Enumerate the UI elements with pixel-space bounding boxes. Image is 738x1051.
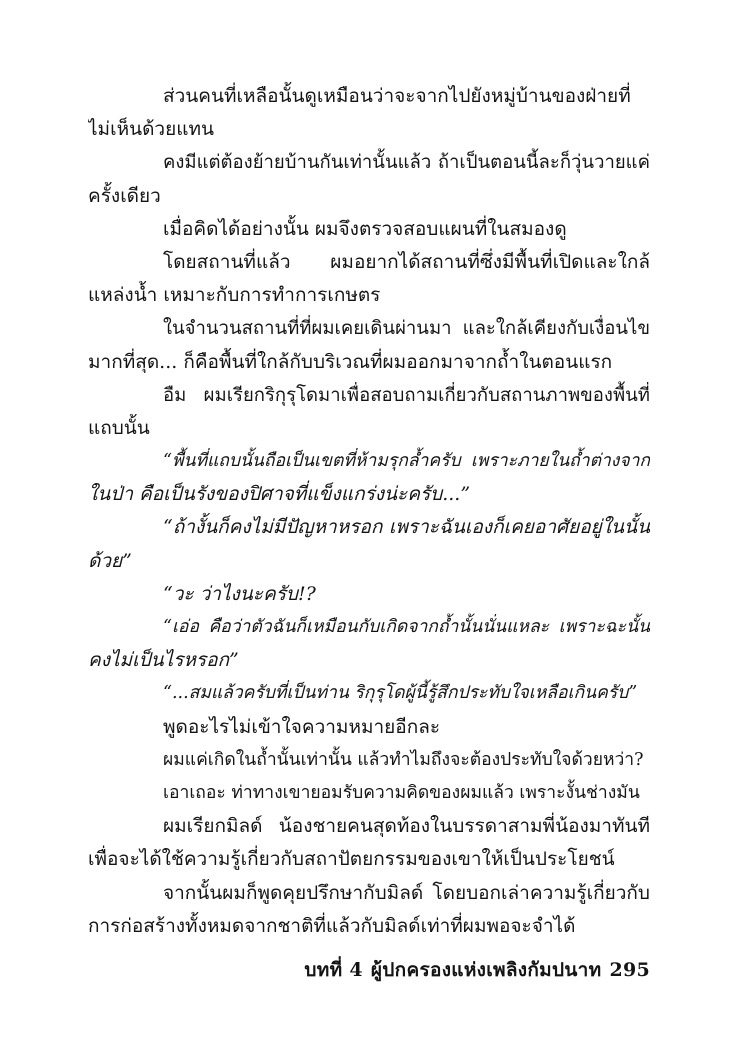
paragraph	[88, 80, 650, 146]
dialogue-paragraph	[88, 677, 650, 710]
running-footer	[304, 955, 650, 985]
text-line: ครั้งเดียว	[88, 184, 161, 207]
paragraph	[88, 312, 650, 378]
text-line: เอาเถอะ ท่าทางเขายอมรับความคิดของผมแล้ว เพราะงั้นช่างมัน	[163, 782, 640, 803]
chapter-title: ผู้ปกครองแห่งเพลิงกัมปนาท	[370, 959, 602, 981]
text-line: จากนั้นผมก็พูดคุยปรึกษากับมิลด์ โดยบอกเล่าความรู้เกี่ยวกับ	[163, 881, 650, 904]
text-line: อืม ผมเรียกริกุรุโดมาเพื่อสอบถามเกี่ยวกับสถานภาพของพื้นที่	[163, 384, 650, 406]
paragraph	[88, 711, 650, 744]
dialogue-paragraph	[88, 445, 650, 511]
text-line: “วะ ว่าไงนะครับ!?	[163, 582, 316, 605]
text-line: ผมแค่เกิดในถ้ำนั้นเท่านั้น แล้วทำไมถึงจะต้องประทับใจด้วยหว่า?	[163, 749, 644, 770]
text-line: “...สมแล้วครับที่เป็นท่าน ริกุรุโดผู้นี้รู้สึกประทับใจเหลือเกินครับ”	[163, 683, 638, 704]
text-line: ด้วย”	[88, 549, 132, 572]
text-line: เพื่อจะได้ใช้ความรู้เกี่ยวกับสถาปัตยกรรมของเขาให้เป็นประโยชน์	[88, 848, 615, 871]
paragraph	[88, 379, 650, 445]
text-line: ในป่า คือเป็นรังของปิศาจที่แข็งแกร่งน่ะครับ...”	[88, 483, 471, 506]
text-line: คงไม่เป็นไรหรอก”	[88, 649, 239, 672]
paragraph	[88, 246, 650, 312]
text-line: ไม่เห็นด้วยแทน	[88, 118, 214, 141]
page-number: 295	[609, 959, 650, 981]
text-line: เมื่อคิดได้อย่างนั้น ผมจึงตรวจสอบแผนที่ในสมองดู	[163, 217, 567, 240]
dialogue-paragraph	[88, 578, 650, 611]
text-line: ส่วนคนที่เหลือนั้นดูเหมือนว่าจะจากไปยังหมู่บ้านของฝ่ายที่	[163, 85, 631, 107]
text-line: “พื้นที่แถบนั้นถือเป็นเขตที่ห้ามรุกล้ำครับ เพราะภายในถ้ำต่างจาก	[163, 451, 650, 472]
paragraph	[88, 777, 650, 810]
dialogue-paragraph	[88, 511, 650, 577]
text-line: “เอ่อ คือว่าตัวฉันก็เหมือนกับเกิดจากถ้ำนั้นนั่นแหละ เพราะฉะนั้น	[163, 617, 650, 637]
text-line: “ถ้างั้นก็คงไม่มีปัญหาหรอก เพราะฉันเองก็เคยอาศัยอยู่ในนั้น	[163, 516, 650, 539]
paragraph	[88, 877, 650, 943]
chapter-label: บทที่ 4	[304, 959, 363, 981]
text-line: ผมเรียกมิลด์ น้องชายคนสุดท้องในบรรดาสามพี่น้องมาทันที	[163, 815, 650, 838]
dialogue-paragraph	[88, 611, 650, 677]
text-line: คงมีแต่ต้องย้ายบ้านกันเท่านั้นแล้ว ถ้าเป็นตอนนี้ละก็วุ่นวายแค่	[163, 152, 650, 174]
text-line: ในจำนวนสถานที่ที่ผมเคยเดินผ่านมา และใกล้เคียงกับเงื่อนไข	[163, 318, 650, 340]
text-line: การก่อสร้างทั้งหมดจากชาติที่แล้วกับมิลด์เท่าที่ผมพอจะจำได้	[88, 914, 576, 937]
paragraph	[88, 744, 650, 777]
text-line: พูดอะไรไม่เข้าใจความหมายอีกละ	[163, 715, 441, 738]
body-text	[88, 80, 650, 943]
text-line: มากที่สุด... ก็คือพื้นที่ใกล้กับบริเวณที่ผมออกมาจากถ้ำในตอนแรก	[88, 350, 613, 373]
paragraph	[88, 810, 650, 876]
text-line: โดยสถานที่แล้ว ผมอยากได้สถานที่ซึ่งมีพื้นที่เปิดและใกล้	[163, 250, 650, 273]
text-line: แหล่งน้ำ เหมาะกับการทำการเกษตร	[88, 284, 381, 307]
paragraph	[88, 146, 650, 212]
text-line: แถบนั้น	[88, 416, 150, 439]
paragraph	[88, 213, 650, 246]
